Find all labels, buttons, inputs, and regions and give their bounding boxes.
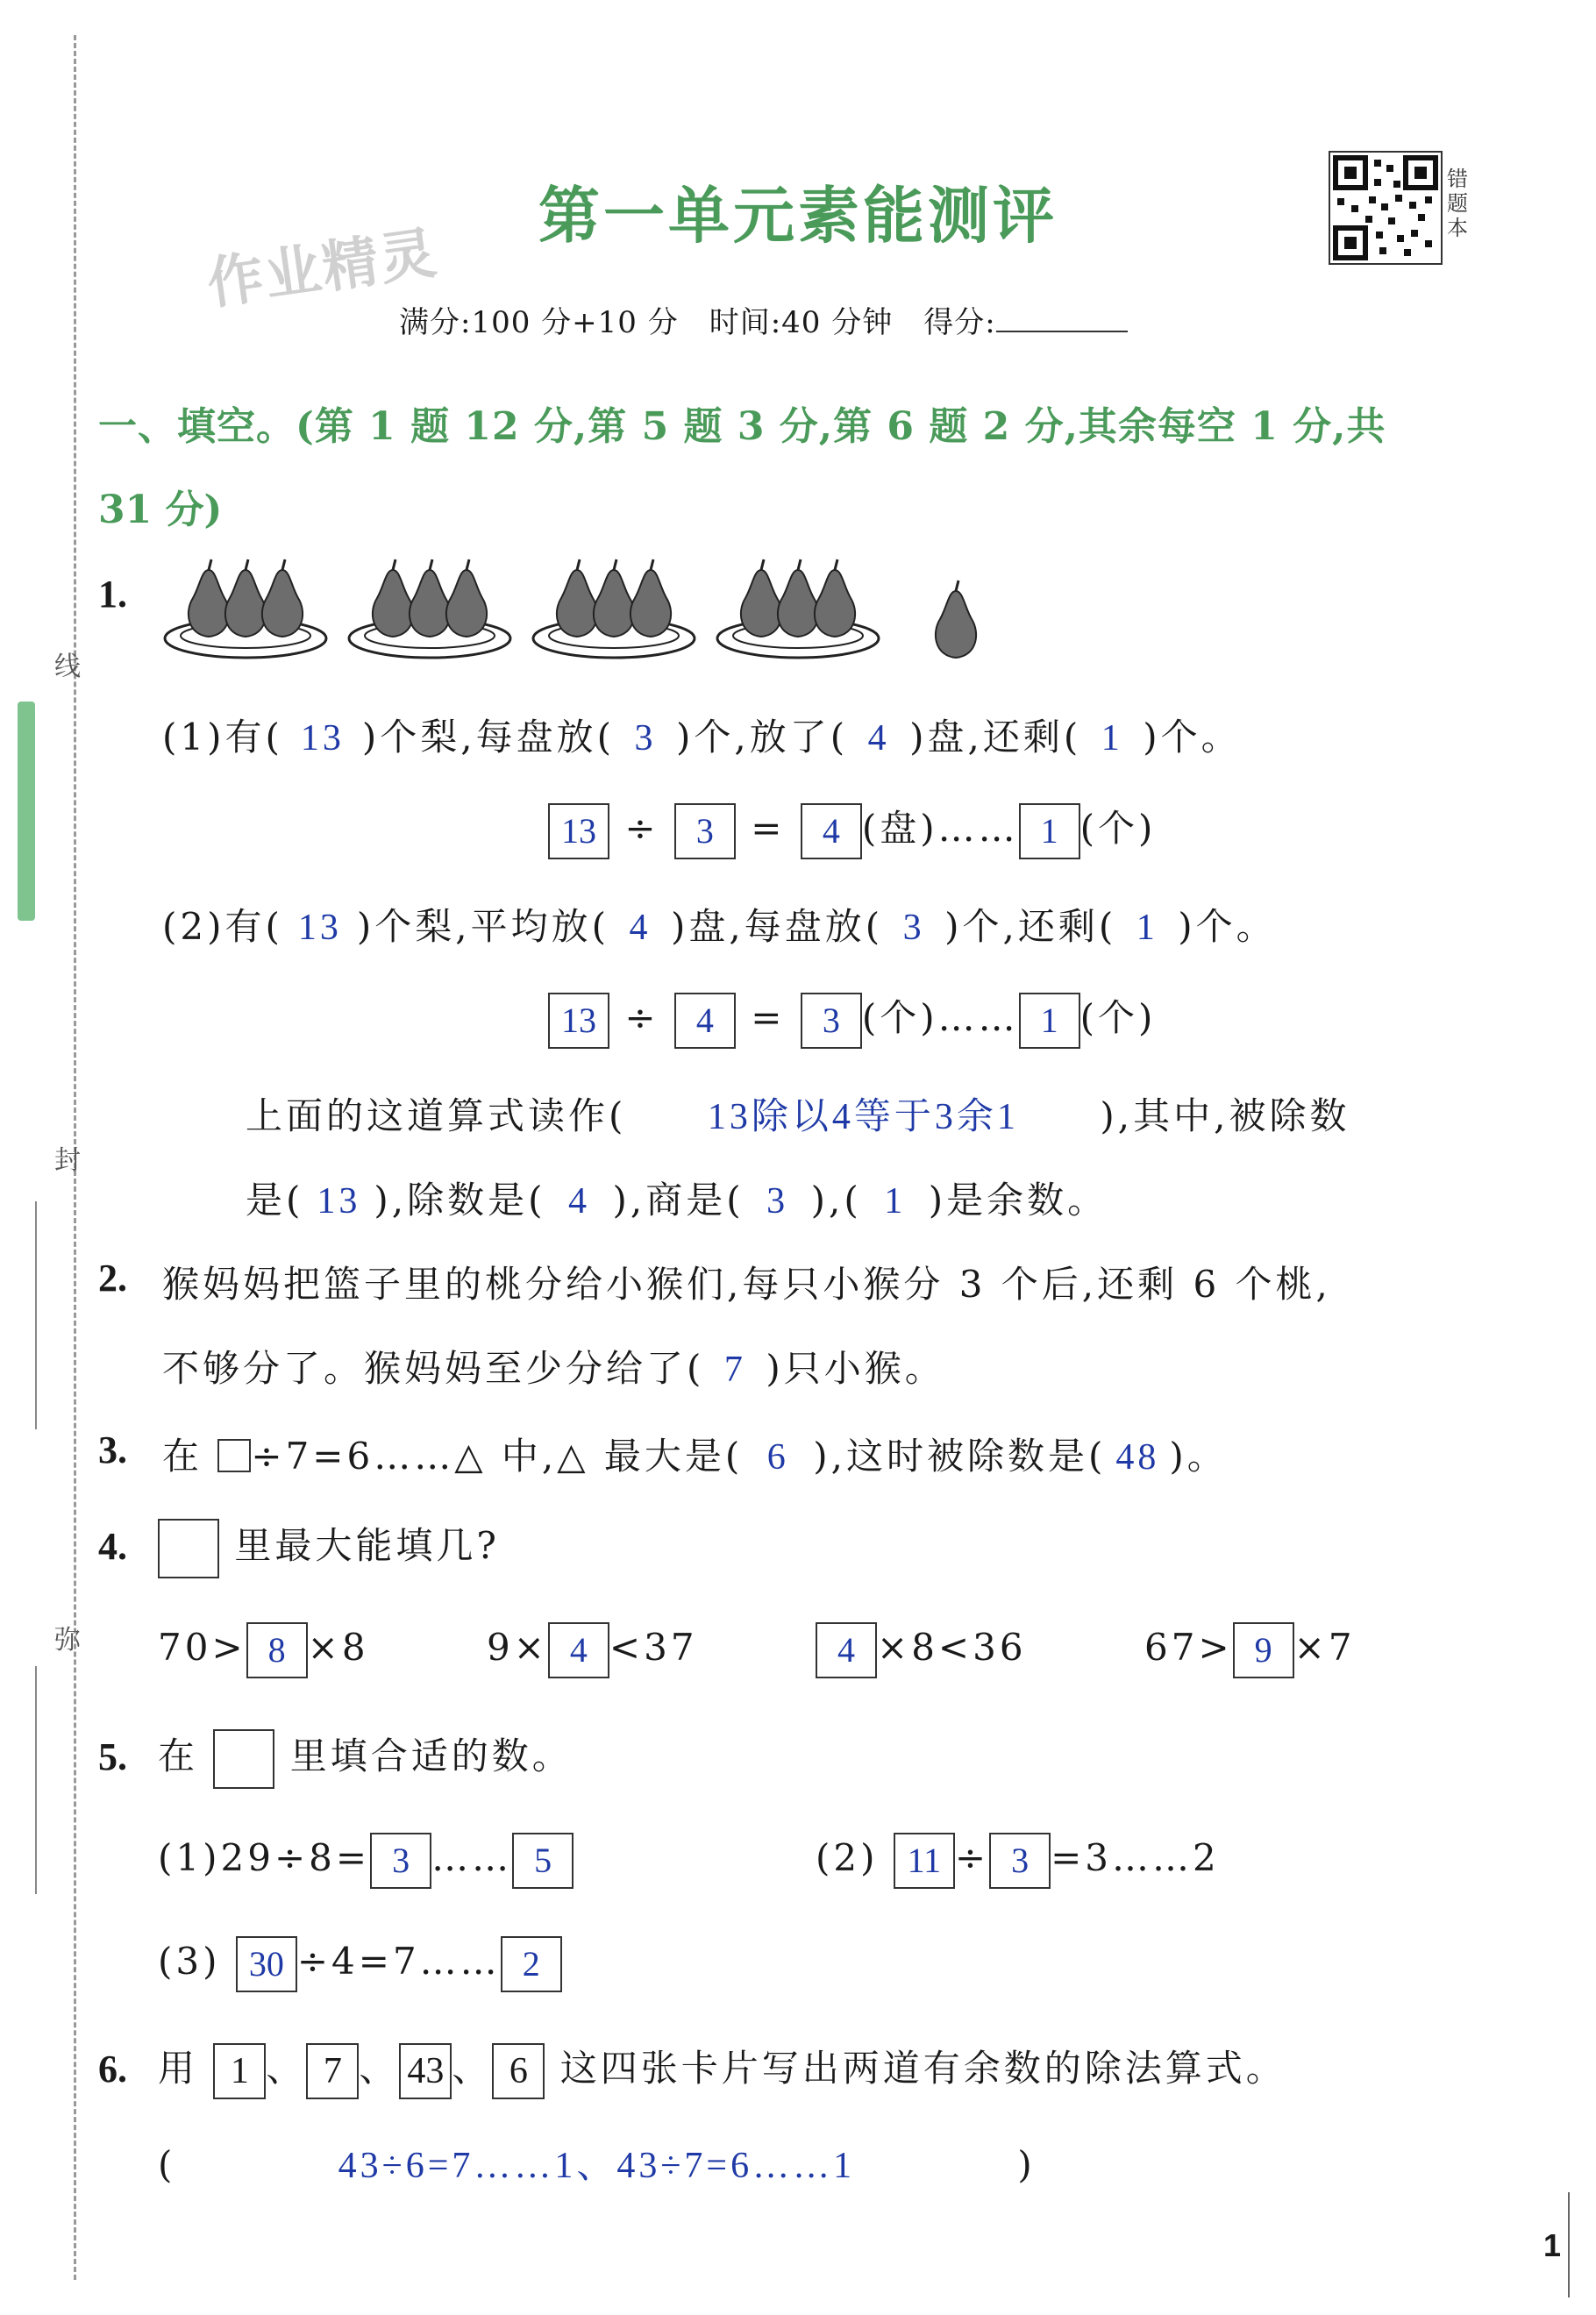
q2-number: 2.: [98, 1257, 127, 1300]
q6-card-2: 7: [306, 2043, 359, 2099]
q5-p3-box-1[interactable]: 30: [236, 1936, 297, 1992]
q4-item-1-box[interactable]: 8: [246, 1622, 308, 1678]
q4-item-4-box[interactable]: 9: [1233, 1622, 1294, 1678]
score-info: [399, 298, 1128, 341]
q5-prompt-line: 在 里填合适的数。: [158, 1727, 573, 1789]
q1-read-remainder[interactable]: 1: [884, 1181, 907, 1222]
q1-p1-eq-quotient-box[interactable]: 4: [801, 803, 862, 859]
q5-p2-box-1[interactable]: 11: [894, 1833, 955, 1889]
qr-code: [1329, 151, 1443, 265]
q6-card-3: 43: [399, 2043, 452, 2099]
q1-p1-answer-d[interactable]: 1: [1101, 718, 1123, 759]
q1-p1-eq-dividend-box[interactable]: 13: [548, 803, 609, 859]
q4-item-2-box[interactable]: 4: [548, 1622, 609, 1678]
q5-example-box: [213, 1729, 274, 1789]
section-heading-line2: 31 分): [98, 488, 223, 532]
q5-p3: (3) 30 ÷4=7…… 2: [158, 1936, 562, 1992]
q1-p2-equation: 13 ÷ 4 = 3 (个)…… 1 (个): [548, 989, 1156, 1049]
q4-item-4: 67> 9 ×7: [1144, 1622, 1356, 1678]
plate-2: [349, 559, 510, 658]
q1-number: 1.: [98, 573, 127, 616]
q5-p1: (1)29÷8= 3 …… 5: [158, 1833, 574, 1889]
margin-label-feng: 封: [54, 1145, 81, 1176]
q1-p2-answer-d[interactable]: 1: [1136, 908, 1158, 948]
q5-p3-box-2[interactable]: 2: [501, 1936, 562, 1992]
q1-p2-eq-dividend-box[interactable]: 13: [548, 993, 609, 1049]
q4-item-3: 4 ×8<36: [816, 1622, 1027, 1678]
q4-item-2: 9× 4 <37: [487, 1622, 698, 1678]
q1-p2-answer-c[interactable]: 3: [902, 908, 925, 948]
q6-line: 用 1 、 7 、 43 、 6 这四张卡片写出两道有余数的除法算式。: [158, 2040, 1286, 2099]
margin-blank-line-1: [35, 1201, 37, 1429]
margin-label-mi: 弥: [54, 1625, 81, 1656]
q1-read-line1: 上面的这道算式读作( 13除以4等于3余1 ),其中,被除数: [246, 1087, 1350, 1140]
q4-number: 4.: [98, 1525, 127, 1568]
margin-blank-line-2: [35, 1666, 37, 1894]
q1-read-dividend[interactable]: 13: [317, 1181, 361, 1222]
q6-number: 6.: [98, 2048, 127, 2091]
qr-caption: 错题本: [1447, 167, 1468, 240]
q3-answer-max[interactable]: 6: [766, 1437, 789, 1478]
q1-read-quotient[interactable]: 3: [766, 1181, 789, 1222]
q1-p1-eq-remainder-box[interactable]: 1: [1019, 803, 1080, 859]
q1-p1-line: (1)有( 13 )个梨,每盘放( 3 )个,放了( 4 )盘,还剩( 1 )个。: [162, 716, 1242, 759]
score-info-text: 满分:100 分+10 分 时间:40 分钟 得分:: [399, 305, 996, 340]
margin-green-strip: [18, 702, 35, 921]
page-number: 1: [1543, 2227, 1562, 2263]
q6-card-1: 1: [213, 2043, 266, 2099]
q1-p2-eq-divisor-box[interactable]: 4: [674, 993, 736, 1049]
page-number-rule: [1568, 2192, 1570, 2297]
single-pear: [936, 581, 976, 658]
q1-p1-equation: 13 ÷ 3 = 4 (盘)…… 1 (个): [548, 800, 1156, 859]
q1-read-divisor[interactable]: 4: [568, 1181, 591, 1222]
q4-item-3-box[interactable]: 4: [816, 1622, 877, 1678]
q1-p1-answer-a[interactable]: 13: [300, 718, 345, 759]
q6-card-4: 6: [492, 2043, 545, 2099]
q1-p2-line: (2)有( 13 )个梨,平均放( 4 )盘,每盘放( 3 )个,还剩( 1 )个。: [162, 905, 1277, 948]
section-heading-line1: 一、填空。(第 1 题 12 分,第 5 题 3 分,第 6 题 2 分,其余每空 1 分,共: [98, 404, 1386, 449]
q1-p2-eq-quotient-box[interactable]: 3: [801, 993, 862, 1049]
q1-read-answer[interactable]: 13除以4等于3余1: [707, 1097, 1019, 1137]
q5-number: 5.: [98, 1735, 127, 1778]
q3-answer-dividend[interactable]: 48: [1115, 1437, 1160, 1478]
q3-line: 在 ÷7=6……△ 中,△ 最大是( 6 ),这时被除数是( 48 )。: [162, 1435, 1228, 1478]
q6-answer-line: ( 43÷6=7……1、43÷7=6……1 ): [158, 2136, 1036, 2189]
plate-4: [717, 559, 879, 658]
plate-3: [533, 559, 695, 658]
q5-p1-box-2[interactable]: 5: [512, 1833, 574, 1889]
q1-p1-eq-divisor-box[interactable]: 3: [674, 803, 736, 859]
score-blank[interactable]: [996, 304, 1128, 332]
q1-p1-answer-b[interactable]: 3: [634, 718, 657, 759]
q2-answer[interactable]: 7: [723, 1350, 746, 1390]
q1-p1-answer-c[interactable]: 4: [867, 718, 890, 759]
watermark-logo: 作业精灵: [203, 219, 442, 317]
page-title: 第一单元素能测评: [538, 179, 1058, 252]
q1-p2-answer-b[interactable]: 4: [629, 908, 652, 948]
q1-p2-eq-remainder-box[interactable]: 1: [1019, 993, 1080, 1049]
q1-read-line2: 是( 13 ),除数是( 4 ),商是( 3 ),( 1 )是余数。: [246, 1179, 1108, 1222]
q4-prompt-line: 里最大能填几?: [158, 1517, 500, 1578]
margin-label-xian: 线: [54, 652, 81, 682]
q6-answer[interactable]: 43÷6=7……1、43÷7=6……1: [338, 2146, 856, 2186]
q4-item-1: 70> 8 ×8: [158, 1622, 369, 1678]
pears-illustration: [158, 552, 1000, 679]
q3-square-symbol: [217, 1439, 251, 1472]
q5-p2: (2) 11 ÷ 3 =3……2: [816, 1833, 1220, 1889]
q1-p2-answer-a[interactable]: 13: [297, 908, 342, 948]
q2-line1: 猴妈妈把篮子里的桃分给小猴们,每只小猴分 3 个后,还剩 6 个桃,: [162, 1263, 1331, 1306]
q2-line2: 不够分了。猴妈妈至少分给了( 7 )只小猴。: [162, 1347, 945, 1390]
q5-p1-box-1[interactable]: 3: [370, 1833, 431, 1889]
plate-1: [165, 559, 326, 658]
q3-number: 3.: [98, 1428, 127, 1471]
q5-p2-box-2[interactable]: 3: [989, 1833, 1051, 1889]
q4-example-box: [158, 1519, 219, 1578]
